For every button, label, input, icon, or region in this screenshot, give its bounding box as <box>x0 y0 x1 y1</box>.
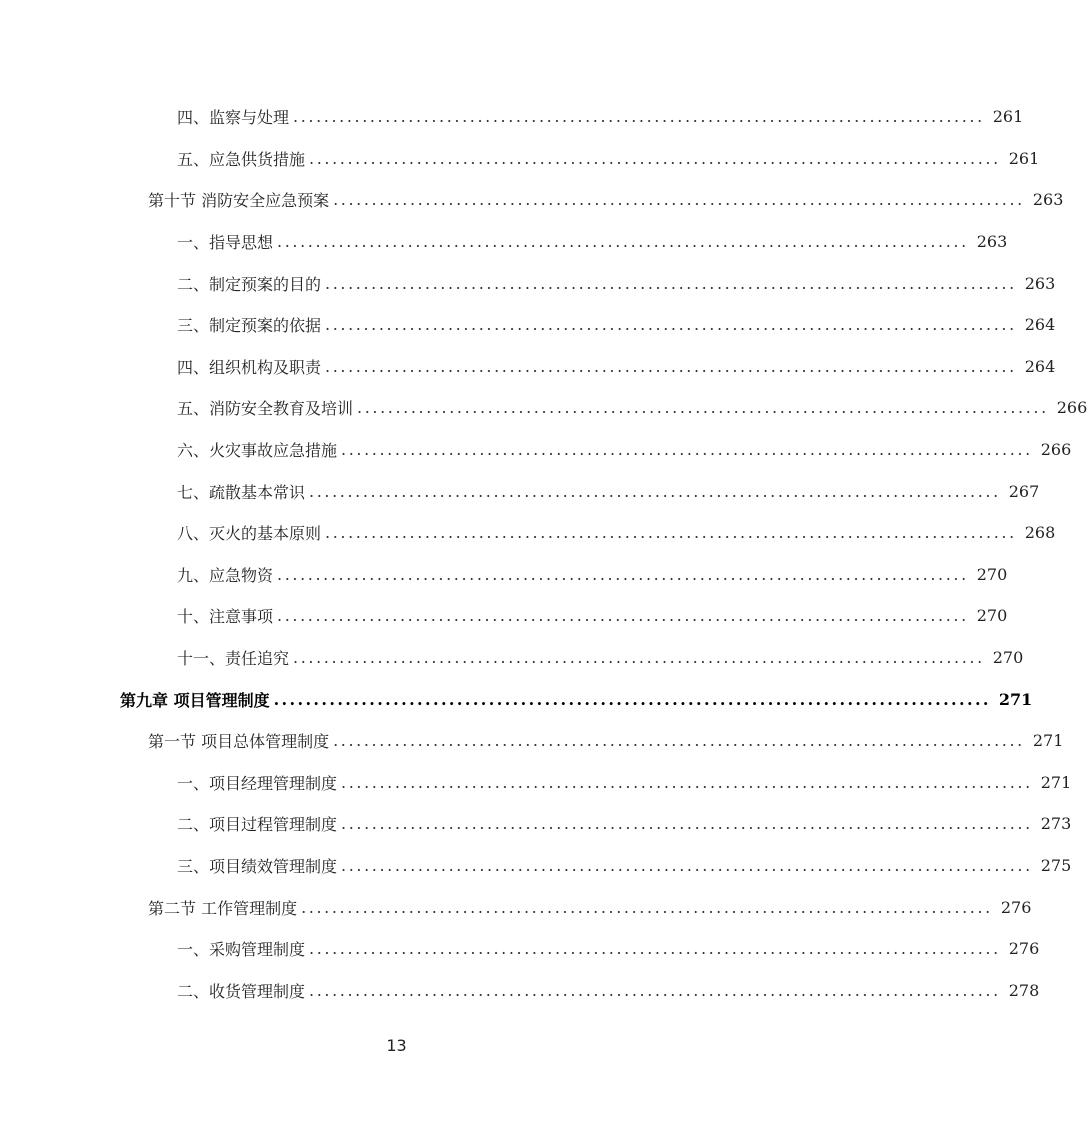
toc-entry-page: 263 <box>1024 273 1056 293</box>
toc-entry-page: 270 <box>992 648 1024 668</box>
toc-entry-page: 264 <box>1024 356 1056 376</box>
toc-entry-page: 273 <box>1040 814 1072 834</box>
toc-entry-label: 七、疏散基本常识 <box>177 482 306 502</box>
toc-entry-page: 263 <box>1032 190 1064 210</box>
toc-leader-dots: .......................................................................................... <box>341 772 1033 792</box>
toc-leader-dots: .......................................................................................... <box>333 190 1025 210</box>
toc-entry-page: 270 <box>976 606 1008 626</box>
toc-leader-dots: .......................................................................................... <box>341 440 1033 460</box>
toc-entry-page: 266 <box>1040 440 1072 460</box>
toc-entry[interactable] <box>0 346 1056 388</box>
toc-section-entry[interactable] <box>0 886 1032 928</box>
toc-leader-dots: .......................................................................................... <box>273 689 991 709</box>
toc-entry[interactable] <box>0 429 1072 471</box>
toc-leader-dots: .......................................................................................... <box>325 273 1017 293</box>
toc-entry[interactable] <box>0 387 1087 429</box>
toc-entry[interactable] <box>0 928 1040 970</box>
toc-entry[interactable] <box>0 762 1072 804</box>
toc-entry[interactable] <box>0 138 1040 180</box>
toc-entry-page: 261 <box>992 107 1024 127</box>
toc-section-entry[interactable] <box>0 720 1064 762</box>
toc-entry-page: 276 <box>1000 897 1032 917</box>
toc-leader-dots: .......................................................................................... <box>309 980 1001 1000</box>
toc-entry-page: 271 <box>998 689 1033 709</box>
toc-entry-label: 五、应急供货措施 <box>177 149 306 169</box>
toc-entry-page: 271 <box>1032 731 1064 751</box>
toc-entry-page: 270 <box>976 564 1008 584</box>
toc-leader-dots: .......................................................................................... <box>357 398 1049 418</box>
toc-entry-label: 四、组织机构及职责 <box>177 357 322 377</box>
toc-entry-page: 267 <box>1008 481 1040 501</box>
toc-entry-page: 264 <box>1024 315 1056 335</box>
toc-leader-dots: .......................................................................................... <box>325 356 1017 376</box>
toc-leader-dots: .......................................................................................... <box>277 232 969 252</box>
toc-entry-label: 八、灭火的基本原则 <box>177 524 322 544</box>
toc-leader-dots: .......................................................................................... <box>301 897 993 917</box>
toc-entry-label: 三、制定预案的依据 <box>177 316 322 336</box>
toc-leader-dots: .......................................................................................... <box>325 523 1017 543</box>
toc-entry-label: 十一、责任追究 <box>177 649 290 669</box>
toc-leader-dots: .......................................................................................... <box>309 481 1001 501</box>
toc-entry-label: 六、火灾事故应急措施 <box>177 441 338 461</box>
toc-leader-dots: .......................................................................................... <box>325 315 1017 335</box>
toc-entry-label: 二、收货管理制度 <box>177 981 306 1001</box>
toc-entry-page: 261 <box>1008 148 1040 168</box>
toc-entry[interactable] <box>0 554 1008 596</box>
toc-entry-label: 五、消防安全教育及培训 <box>177 399 354 419</box>
toc-entry[interactable] <box>0 262 1056 304</box>
toc-entry-label: 第二节 工作管理制度 <box>148 898 298 918</box>
toc-entry[interactable] <box>0 221 1008 263</box>
toc-entry-label: 二、项目过程管理制度 <box>177 815 338 835</box>
toc-entry[interactable] <box>0 470 1040 512</box>
toc-entry-label: 三、项目绩效管理制度 <box>177 856 338 876</box>
toc-leader-dots: .......................................................................................... <box>277 564 969 584</box>
toc-leader-dots: .......................................................................................... <box>309 939 1001 959</box>
toc-entry[interactable] <box>0 512 1056 554</box>
toc-entry[interactable] <box>0 96 1024 138</box>
toc-entry-label: 第一节 项目总体管理制度 <box>148 732 330 752</box>
toc-leader-dots: .......................................................................................... <box>277 606 969 626</box>
toc-leader-dots: .......................................................................................... <box>341 814 1033 834</box>
toc-leader-dots: .......................................................................................... <box>341 855 1033 875</box>
toc-entry-page: 271 <box>1040 772 1072 792</box>
toc-entry-page: 263 <box>976 232 1008 252</box>
toc-entry-label: 第九章 项目管理制度 <box>120 690 270 710</box>
page-number: 13 <box>386 1036 407 1055</box>
table-of-contents <box>0 96 1087 1011</box>
toc-entry-page: 275 <box>1040 855 1072 875</box>
toc-entry-label: 一、指导思想 <box>177 233 274 253</box>
toc-entry-label: 第十节 消防安全应急预案 <box>148 191 330 211</box>
toc-leader-dots: .......................................................................................... <box>293 107 985 127</box>
toc-section-entry[interactable] <box>0 179 1064 221</box>
toc-entry-page: 266 <box>1056 398 1087 418</box>
toc-entry[interactable] <box>0 304 1056 346</box>
toc-entry-label: 一、项目经理管理制度 <box>177 773 338 793</box>
toc-leader-dots: .......................................................................................... <box>293 648 985 668</box>
toc-entry-label: 二、制定预案的目的 <box>177 274 322 294</box>
toc-entry[interactable] <box>0 969 1040 1011</box>
toc-entry[interactable] <box>0 595 1008 637</box>
toc-entry[interactable] <box>0 845 1072 887</box>
toc-entry-label: 四、监察与处理 <box>177 108 290 128</box>
toc-entry[interactable] <box>0 803 1072 845</box>
toc-leader-dots: .......................................................................................... <box>309 148 1001 168</box>
toc-entry-page: 268 <box>1024 523 1056 543</box>
toc-entry-page: 278 <box>1008 980 1040 1000</box>
toc-entry-page: 276 <box>1008 939 1040 959</box>
toc-entry[interactable] <box>0 637 1024 679</box>
toc-leader-dots: .......................................................................................... <box>333 731 1025 751</box>
toc-entry-label: 一、采购管理制度 <box>177 940 306 960</box>
toc-chapter-entry[interactable] <box>0 678 1033 720</box>
toc-entry-label: 九、应急物资 <box>177 565 274 585</box>
toc-entry-label: 十、注意事项 <box>177 607 274 627</box>
